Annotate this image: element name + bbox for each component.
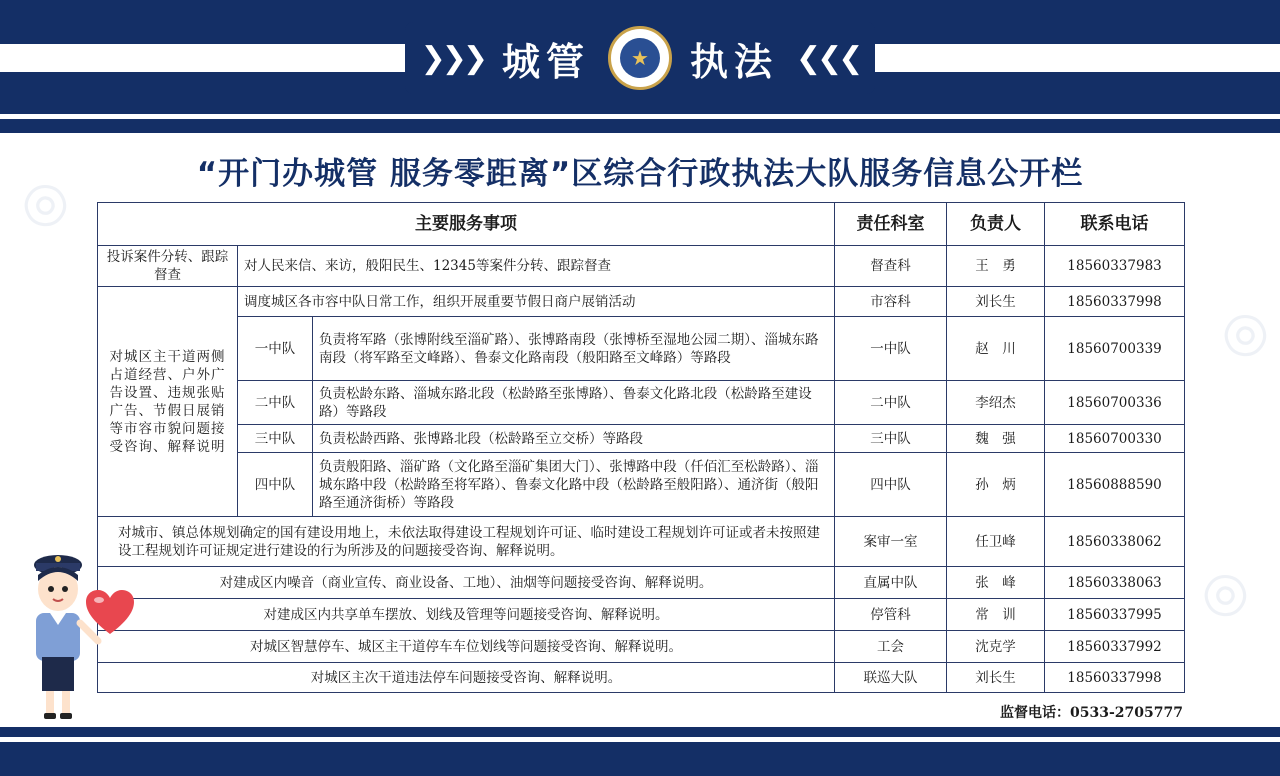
heart-icon xyxy=(84,588,136,636)
table-row xyxy=(98,287,1185,317)
row-dept: 联巡大队 xyxy=(835,663,947,693)
supervision-phone: 监督电话：0533-2705777 xyxy=(1000,705,1183,721)
row-person: 孙 炳 xyxy=(947,453,1045,517)
emblem-star-icon: ★ xyxy=(620,38,660,78)
table-row xyxy=(98,246,1185,287)
row-content: 对城区主次干道违法停车问题接受咨询、解释说明。 xyxy=(98,663,835,693)
row-content: 调度城区各市容中队日常工作，组织开展重要节假日商户展销活动 xyxy=(238,287,835,317)
squad-name: 四中队 xyxy=(238,453,313,517)
table-row xyxy=(98,317,1185,381)
row-person: 刘长生 xyxy=(947,287,1045,317)
table-row xyxy=(98,517,1185,567)
row-person: 常 训 xyxy=(947,599,1045,631)
row-person: 王 勇 xyxy=(947,246,1045,287)
row-content: 负责将军路（张博附线至淄矿路）、张博路南段（张博桥至湿地公园二期）、淄城东路南段（将军路至文峰路）、鲁泰文化路南段（般阳路至文峰路）等路段 xyxy=(313,317,835,381)
row-phone: 18560337983 xyxy=(1045,246,1185,287)
row-phone: 18560700330 xyxy=(1045,425,1185,453)
squad-name: 三中队 xyxy=(238,425,313,453)
row-dept: 工会 xyxy=(835,631,947,663)
row-phone: 18560337992 xyxy=(1045,631,1185,663)
watermark-icon: ◎ xyxy=(1208,292,1279,371)
row-person: 李绍杰 xyxy=(947,381,1045,425)
row-content: 负责般阳路、淄矿路（文化路至淄矿集团大门）、张博路中段（仟佰汇至松龄路）、淄城东路中段（松龄路至将军路）、鲁泰文化路中段（松龄路至般阳路）、通济街（般阳路至通济街桥）等路段 xyxy=(313,453,835,517)
row-person: 刘长生 xyxy=(947,663,1045,693)
right-chevrons: ❮❮❮ xyxy=(796,40,860,76)
row-dept: 一中队 xyxy=(835,317,947,381)
table-row xyxy=(98,567,1185,599)
left-chevrons: ❯❯❯ xyxy=(420,40,484,76)
row-dept: 四中队 xyxy=(835,453,947,517)
table-row xyxy=(98,425,1185,453)
row-category: 投诉案件分转、跟踪督查 xyxy=(98,246,238,287)
row-dept: 三中队 xyxy=(835,425,947,453)
header-dept: 责任科室 xyxy=(835,203,947,246)
row-content: 对城市、镇总体规划确定的国有建设用地上，未依法取得建设工程规划许可证、临时建设工程规划许可证或者未按照建设工程规划许可证规定进行建设的行为所涉及的问题接受咨询、解释说明。 xyxy=(98,517,835,567)
header-person: 负责人 xyxy=(947,203,1045,246)
watermark-icon: ◎ xyxy=(8,162,79,241)
row-content: 负责松龄东路、淄城东路北段（松龄路至张博路）、鲁泰文化路北段（松龄路至建设路）等路段 xyxy=(313,381,835,425)
row-phone: 18560888590 xyxy=(1045,453,1185,517)
footer-band xyxy=(0,742,1280,776)
row-person: 张 峰 xyxy=(947,567,1045,599)
squad-name: 一中队 xyxy=(238,317,313,381)
group-category: 对城区主干道两侧占道经营、户外广告设置、违规张贴广告、节假日展销等市容市貌问题接受咨询、解释说明 xyxy=(98,287,238,517)
banner-bottom-line xyxy=(0,119,1280,133)
footer-line xyxy=(0,727,1280,737)
row-person: 任卫峰 xyxy=(947,517,1045,567)
row-phone: 18560337998 xyxy=(1045,663,1185,693)
row-person: 魏 强 xyxy=(947,425,1045,453)
table-row xyxy=(98,631,1185,663)
row-phone: 18560338062 xyxy=(1045,517,1185,567)
row-dept: 二中队 xyxy=(835,381,947,425)
banner-left-word: 城管 xyxy=(501,39,590,84)
watermark-icon: ◎ xyxy=(1188,552,1259,631)
table-row xyxy=(98,453,1185,517)
row-phone: 18560338063 xyxy=(1045,567,1185,599)
row-dept: 直属中队 xyxy=(835,567,947,599)
row-dept: 市容科 xyxy=(835,287,947,317)
table-row xyxy=(98,381,1185,425)
table-row xyxy=(98,599,1185,631)
row-phone: 18560700339 xyxy=(1045,317,1185,381)
row-content: 对建成区内共享单车摆放、划线及管理等问题接受咨询、解释说明。 xyxy=(98,599,835,631)
row-dept: 停管科 xyxy=(835,599,947,631)
row-dept: 案审一室 xyxy=(835,517,947,567)
page-title: “开门办城管 服务零距离”区综合行政执法大队服务信息公开栏 xyxy=(196,156,1084,192)
row-phone: 18560337995 xyxy=(1045,599,1185,631)
squad-name: 二中队 xyxy=(238,381,313,425)
header-phone: 联系电话 xyxy=(1045,203,1185,246)
row-content: 对人民来信、来访，般阳民生、12345等案件分转、跟踪督查 xyxy=(238,246,835,287)
row-phone: 18560700336 xyxy=(1045,381,1185,425)
table-header-row xyxy=(98,203,1185,246)
police-emblem-icon xyxy=(608,26,672,90)
row-person: 赵 川 xyxy=(947,317,1045,381)
row-person: 沈克学 xyxy=(947,631,1045,663)
header-service: 主要服务事项 xyxy=(98,203,835,246)
table-row xyxy=(98,663,1185,693)
row-dept: 督查科 xyxy=(835,246,947,287)
row-content: 对城区智慧停车、城区主干道停车车位划线等问题接受咨询、解释说明。 xyxy=(98,631,835,663)
row-content: 对建成区内噪音（商业宣传、商业设备、工地）、油烟等问题接受咨询、解释说明。 xyxy=(98,567,835,599)
row-content: 负责松龄西路、张博路北段（松龄路至立交桥）等路段 xyxy=(313,425,835,453)
banner-right-word: 执法 xyxy=(690,39,779,84)
service-info-table xyxy=(97,202,1185,693)
row-phone: 18560337998 xyxy=(1045,287,1185,317)
banner-plate xyxy=(405,22,875,94)
